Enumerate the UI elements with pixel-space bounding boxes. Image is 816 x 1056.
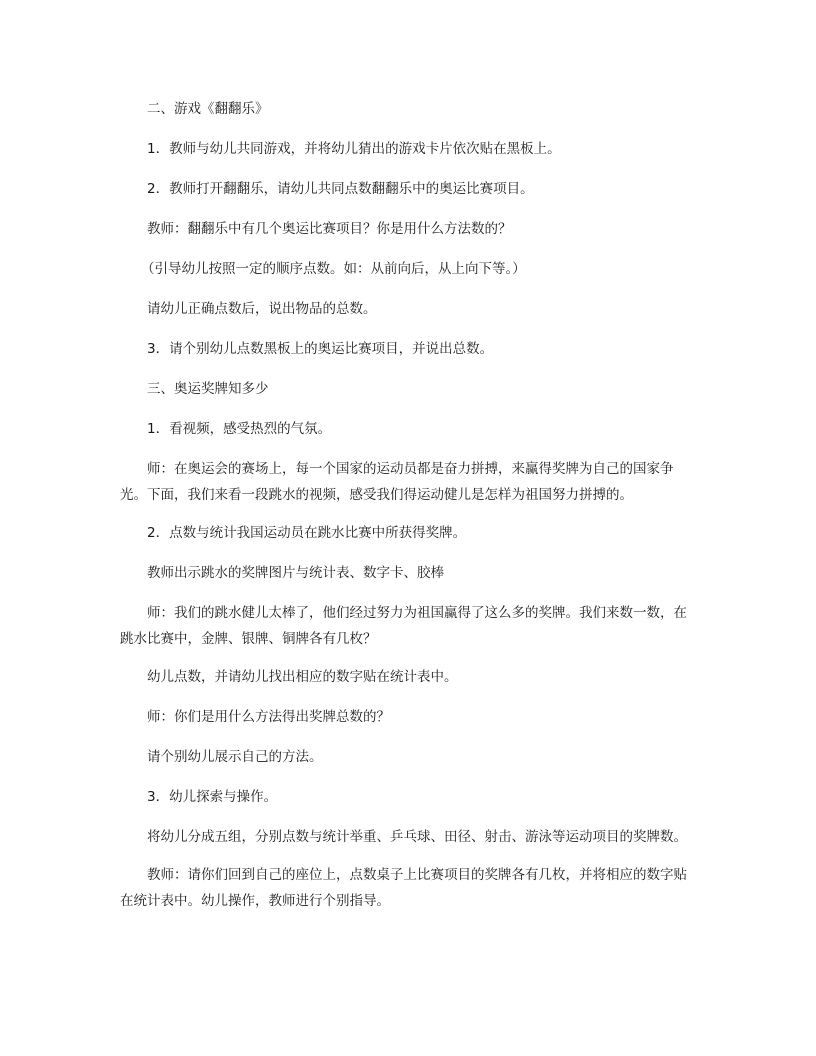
paragraph: 请幼儿正确点数后，说出物品的总数。	[147, 301, 377, 317]
paragraph: （引导幼儿按照一定的顺序点数。如：从前向后，从上向下等。）	[141, 261, 526, 277]
paragraph: 2．点数与统计我国运动员在跳水比赛中所获得奖牌。	[147, 525, 467, 541]
paragraph: 1．教师与幼儿共同游戏，并将幼儿猜出的游戏卡片依次贴在黑板上。	[147, 141, 561, 157]
document-body	[120, 96, 696, 914]
paragraph: 师：你们是用什么方法得出奖牌总数的？	[147, 709, 390, 725]
paragraph: 1．看视频，感受热烈的气氛。	[147, 421, 332, 437]
paragraph: 幼儿点数，并请幼儿找出相应的数字贴在统计表中。	[147, 669, 458, 685]
paragraph: 师：在奥运会的赛场上，每一个国家的运动员都是奋力拼搏，来赢得奖牌为自己的国家争光。下面，我们来看一段跳水的视频，感受我们得运动健儿是怎样为祖国努力拼搏的。	[120, 461, 674, 503]
paragraph: 教师：请你们回到自己的座位上，点数桌子上比赛项目的奖牌各有几枚，并将相应的数字贴在统计表中。幼儿操作，教师进行个别指导。	[120, 867, 687, 909]
paragraph: 师：我们的跳水健儿太棒了，他们经过努力为祖国赢得了这么多的奖牌。我们来数一数，在跳水比赛中，金牌、银牌、铜牌各有几枚？	[120, 605, 687, 647]
section-heading-medals: 三、奥运奖牌知多少	[147, 381, 269, 397]
section-heading-game: 二、游戏《翻翻乐》	[147, 101, 269, 117]
paragraph: 请个别幼儿展示自己的方法。	[147, 749, 323, 765]
paragraph: 3．请个别幼儿点数黑板上的奥运比赛项目，并说出总数。	[147, 341, 494, 357]
paragraph: 3．幼儿探索与操作。	[147, 789, 278, 805]
paragraph: 将幼儿分成五组，分别点数与统计举重、乒乓球、田径、射击、游泳等运动项目的奖牌数。	[147, 829, 687, 845]
paragraph: 教师：翻翻乐中有几个奥运比赛项目？你是用什么方法数的？	[147, 221, 512, 237]
paragraph: 教师出示跳水的奖牌图片与统计表、数字卡、胶棒	[147, 565, 444, 581]
paragraph: 2．教师打开翻翻乐，请幼儿共同点数翻翻乐中的奥运比赛项目。	[147, 181, 534, 197]
